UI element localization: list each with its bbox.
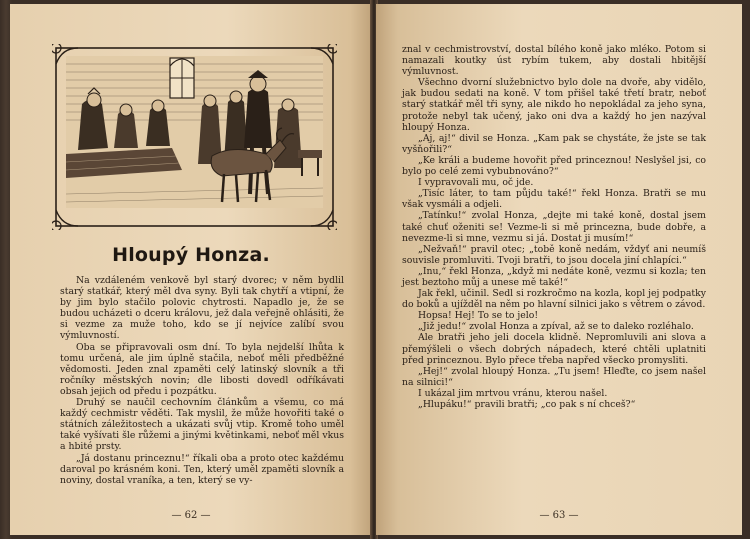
- paragraph: „Inu,“ řekl Honza, „když mi nedáte koně, vezmu si kozla; ten jest beztoho můj a unese mě také!“: [402, 265, 706, 288]
- paragraph: I ukázal jim mrtvou vránu, kterou našel.: [418, 387, 608, 399]
- engraving-illustration-icon: [52, 44, 337, 230]
- paragraph: Na vzdáleném venkově byl starý dvorec; v něm bydlil starý statkář, který měl dva syny. Byli tak chytří a vtipní, že by jim bylo stačilo polovic chytrosti. Napadlo je, že se budou ucházeti o dceru královu, jež dala veřejně ohlásiti, že si vezme za muže toho, kdo se jí nejvíce zalíbí svou výmluvností.: [60, 275, 344, 342]
- page-number-right: — 63 —: [539, 510, 579, 521]
- right-page-text: [402, 44, 706, 410]
- paragraph: „Tisíc láter, to tam půjdu také!“ řekl Honza. Bratři se mu však vysmáli a odjeli.: [402, 188, 706, 211]
- paragraph: Jak řekl, učinil. Sedl si rozkročmo na kozla, kopl jej podpatky do boků a ujížděl na něm po hlavní silnici jako s větrem o závod.: [402, 288, 706, 311]
- paragraph: „Hlupáku!“ pravili bratři; „co pak s ní chceš?“: [418, 399, 636, 410]
- paragraph: Všechno dvorní služebnictvo bylo dole na dvoře, aby vidělo, jak budou sedati na koně. V tom přišel také třetí bratr, neboť starý statkář měl tři syny, ale nikdo ho nepokládal za jeho syna, protože nebyl tak učený, jako oni dva a každý ho jen nazýval hloupý Honza.: [402, 77, 706, 133]
- paragraph: Druhý se naučil cechovním článkům a všemu, co má každý cechmistr věděti. Tak myslil, že může hovořiti také o státních záležitostech a ukázati svůj vtip. Kromě toho uměl také vyšívati šle růžemi a jinými květinkami, neboť měl vkus a hbité prsty.: [60, 397, 344, 453]
- paragraph: Hopsa! Hej! To se to jelo!: [418, 310, 539, 322]
- paragraph: „Aj, aj!“ divil se Honza. „Kam pak se chystáte, že jste se tak vyšňořili?“: [402, 132, 706, 155]
- story-title: Hloupý Honza.: [112, 244, 270, 266]
- paragraph: Oba se připravovali osm dní. To byla nejdelší lhůta k tomu určená, ale jim úplně stačila, neboť měli předběžné vědomosti. Jeden znal zpaměti celý latinský slovník a tři ročníky městských novin; dle libosti dovedl odříkávati obsah jejich od předu i pozpátku.: [60, 341, 344, 397]
- paragraph: „Již jedu!“ zvolal Honza a zpíval, až se to daleko rozléhalo.: [418, 321, 694, 333]
- left-page-text: [60, 275, 344, 486]
- paragraph: „Tatínku!“ zvolal Honza, „dejte mi také koně, dostal jsem také chuť oženiti se! Vezme-li si mě princezna, bude dobře, a nevezme-li si mne, vezmu si já. Dostat ji musím!“: [402, 210, 706, 244]
- paragraph: Ale bratři jeho jeli docela klidně. Nepromluvili ani slova a přemýšleli o všech dobrých nápadech, které chtěli uplatniti před princeznou. Bylo přece třeba napřed všecko promysliti.: [402, 332, 706, 366]
- page-number-left: — 62 —: [171, 510, 211, 521]
- paragraph: „Ke králi a budeme hovořit před princeznou! Neslyšel jsi, co bylo po celé zemi vybubnováno?“: [402, 154, 706, 178]
- paragraph: I vypravovali mu, oč jde.: [418, 177, 534, 189]
- paragraph: „Nežvaň!“ pravil otec; „tobě koně nedám, vždyť ani neumíš souvisle promluviti. Tvoji bratři, to jsou docela jiní chlapíci.“: [402, 243, 706, 266]
- paragraph: „Já dostanu princeznu!“ říkali oba a proto otec každému daroval po krásném koni. Ten, který uměl zpaměti slovník a noviny, dostal vraníka, a ten, který se vy-: [60, 452, 344, 486]
- paragraph: znal v cechmistrovství, dostal bílého koně jako mléko. Potom si namazali koutky úst rybím tukem, aby dostali hbitější výmluvnost.: [402, 44, 706, 78]
- left-page: [10, 4, 372, 535]
- paragraph: „Hej!“ zvolal hloupý Honza. „Tu jsem! Hleďte, co jsem našel na silnici!“: [402, 365, 706, 388]
- right-page: [376, 4, 742, 535]
